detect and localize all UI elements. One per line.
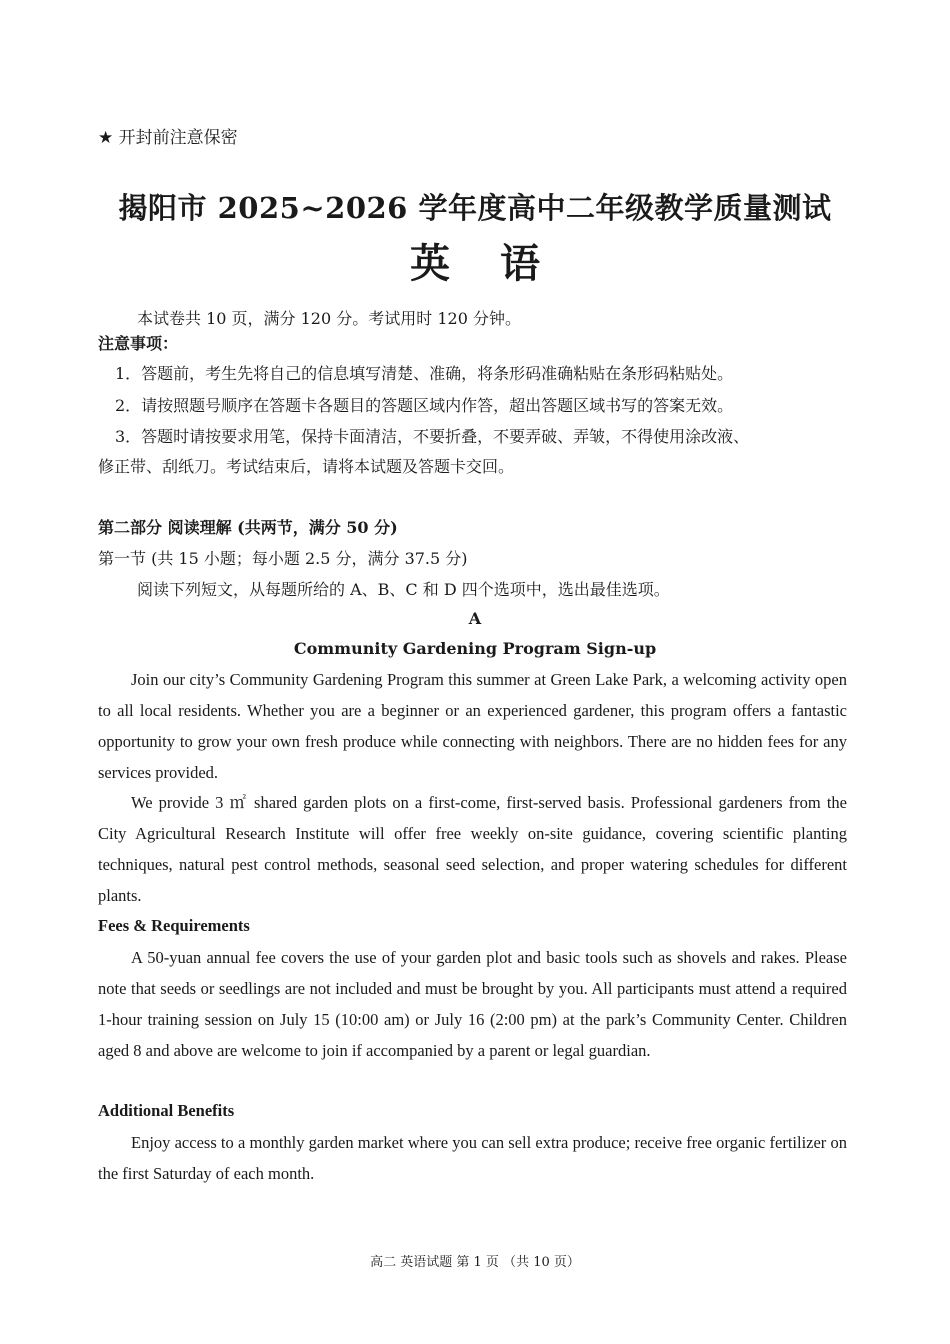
notice-item: 1．答题前，考生先将自己的信息填写清楚、准确，将条形码准确粘贴在条形码粘贴处。 [115,364,734,383]
passage-subheading: Fees & Requirements [98,916,250,935]
passage-paragraph: A 50-yuan annual fee covers the use of your garden plot and basic tools such as shovels and rakes. Please note that seeds or seedlings are not included and must be brought by you. All participants must attend a required 1-hour training session on July 15 (10:00 am) or July 16 (2:00 pm) at the park’s Community Center. Children aged 8 and above are welcome to join if accompanied by a parent or legal guardian. [98,948,847,1060]
directions: 阅读下列短文，从每题所给的 A、B、C 和 D 四个选项中，选出最佳选项。 [137,580,670,599]
part-heading: 第二部分 阅读理解 (共两节，满分 50 分) [98,518,398,537]
passage-paragraph: We provide 3 ㎡ shared garden plots on a first-come, first-served basis. Professional gardeners from the City Agricultural Research Institute will offer free weekly on-site guidance, covering scientific planting techniques, natural pest control methods, seasonal seed selection, and proper watering schedules for different plants. [98,793,847,905]
passage-subheading: Additional Benefits [98,1101,235,1120]
exam-info: 本试卷共 10 页，满分 120 分。考试用时 120 分钟。 [137,309,521,328]
notice-heading: 注意事项： [98,334,179,353]
section-heading: 第一节 (共 15 小题；每小题 2.5 分，满分 37.5 分) [98,549,468,568]
notice-item: 2．请按照题号顺序在答题卡各题目的答题区域内作答，超出答题区域书写的答案无效。 [115,396,734,415]
passage-letter: A [468,609,482,628]
confidential-notice: ★ 开封前注意保密 [98,128,238,148]
page-footer: 高二 英语试题 第 1 页 （共 10 页） [370,1255,580,1270]
notice-item-continued: 修正带、刮纸刀。考试结束后，请将本试题及答题卡交回。 [98,457,515,476]
notice-item: 3．答题时请按要求用笔，保持卡面清洁，不要折叠，不要弄破、弄皱，不得使用涂改液、 [115,427,750,446]
passage-paragraph: Enjoy access to a monthly garden market where you can sell extra produce; receive free organic fertilizer on the first Saturday of each month. [98,1133,847,1183]
subject-title: 英语 [410,240,590,287]
passage-paragraph: Join our city’s Community Gardening Program this summer at Green Lake Park, a welcoming activity open to all local residents. Whether you are a beginner or an experienced gardener, this program offers a fantastic opportunity to grow your own fresh produce while connecting with neighbors. There are no hidden fees for any services provided. [98,670,847,782]
exam-title: 揭阳市 2025~2026 学年度高中二年级教学质量测试 [118,191,832,225]
passage-title: Community Gardening Program Sign-up [293,639,657,658]
